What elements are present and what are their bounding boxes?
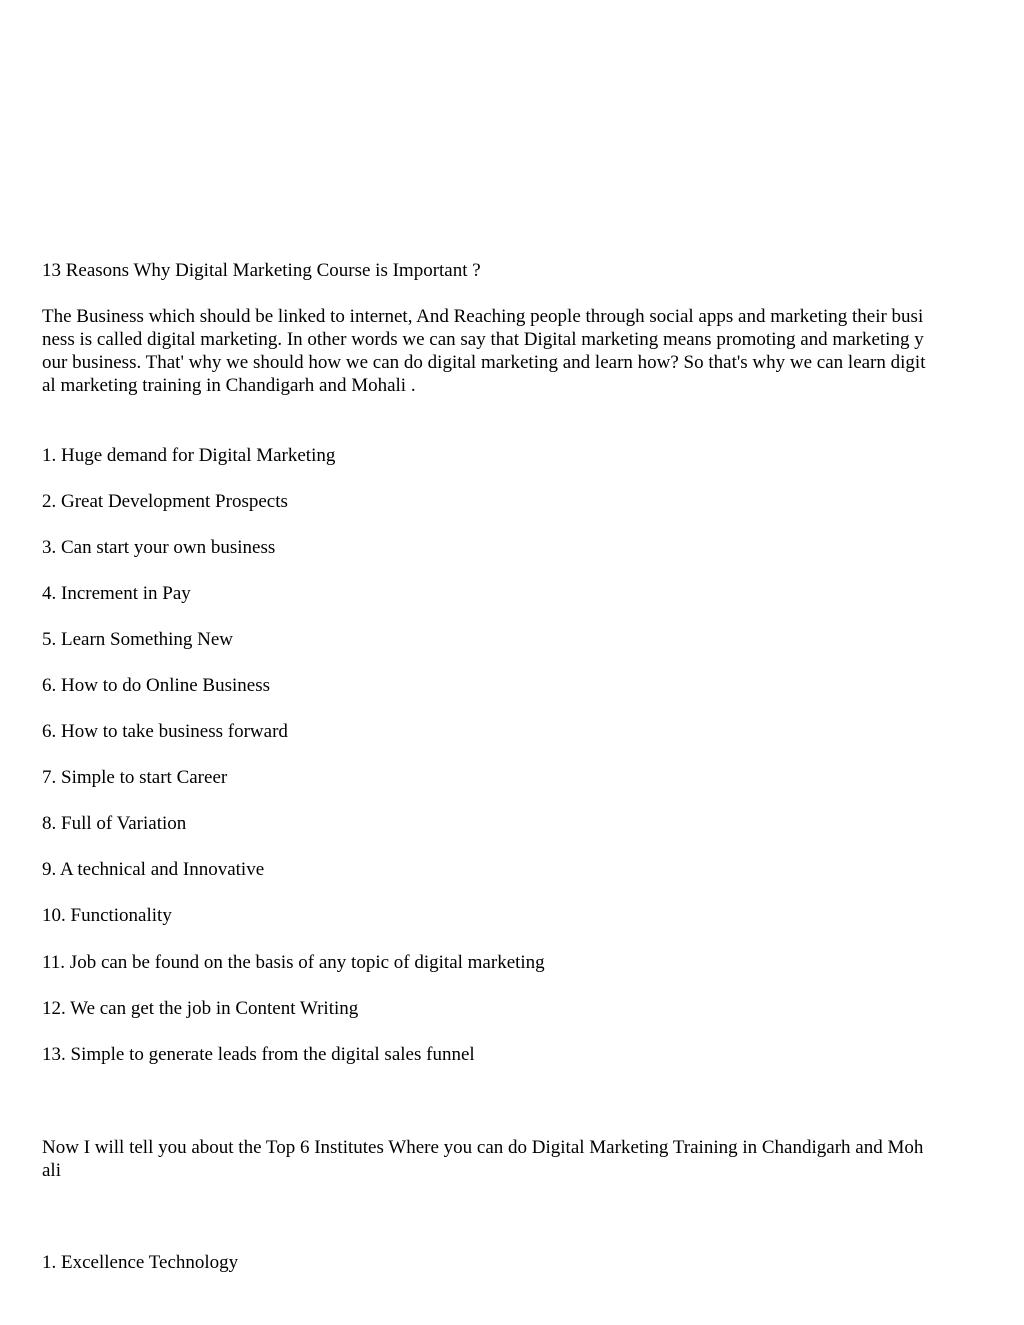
- intro-line: The Business which should be linked to internet, And Reaching people through social apps and marketing their busi: [42, 306, 924, 327]
- list-item: 6. How to do Online Business: [42, 675, 270, 696]
- intro-line: ness is called digital marketing. In other words we can say that Digital marketing means promoting and marketing y: [42, 329, 924, 350]
- intro-line: our business. That' why we should how we can do digital marketing and learn how? So that's why we can learn digit: [42, 352, 926, 373]
- list-item: 5. Learn Something New: [42, 629, 234, 650]
- list-item: 9. A technical and Innovative: [42, 859, 265, 880]
- list-item: 13. Simple to generate leads from the digital sales funnel: [42, 1044, 475, 1065]
- list-item: 4. Increment in Pay: [42, 583, 191, 604]
- list-item: 1. Huge demand for Digital Marketing: [42, 445, 336, 466]
- list-item: 10. Functionality: [42, 905, 172, 926]
- list-item: 3. Can start your own business: [42, 537, 276, 558]
- intro-line: al marketing training in Chandigarh and Mohali .: [42, 375, 416, 396]
- list-item: 11. Job can be found on the basis of any topic of digital marketing: [42, 952, 545, 973]
- list-item: 2. Great Development Prospects: [42, 491, 288, 512]
- document-title: 13 Reasons Why Digital Marketing Course is Important ?: [42, 260, 481, 281]
- institutes-intro-line: Now I will tell you about the Top 6 Institutes Where you can do Digital Marketing Training in Chandigarh and Moh: [42, 1137, 924, 1158]
- institutes-intro-line: ali: [42, 1160, 61, 1181]
- list-item: 8. Full of Variation: [42, 813, 187, 834]
- list-item: 12. We can get the job in Content Writing: [42, 998, 359, 1019]
- list-item: 6. How to take business forward: [42, 721, 288, 742]
- list-item: 1. Excellence Technology: [42, 1252, 239, 1273]
- list-item: 7. Simple to start Career: [42, 767, 228, 788]
